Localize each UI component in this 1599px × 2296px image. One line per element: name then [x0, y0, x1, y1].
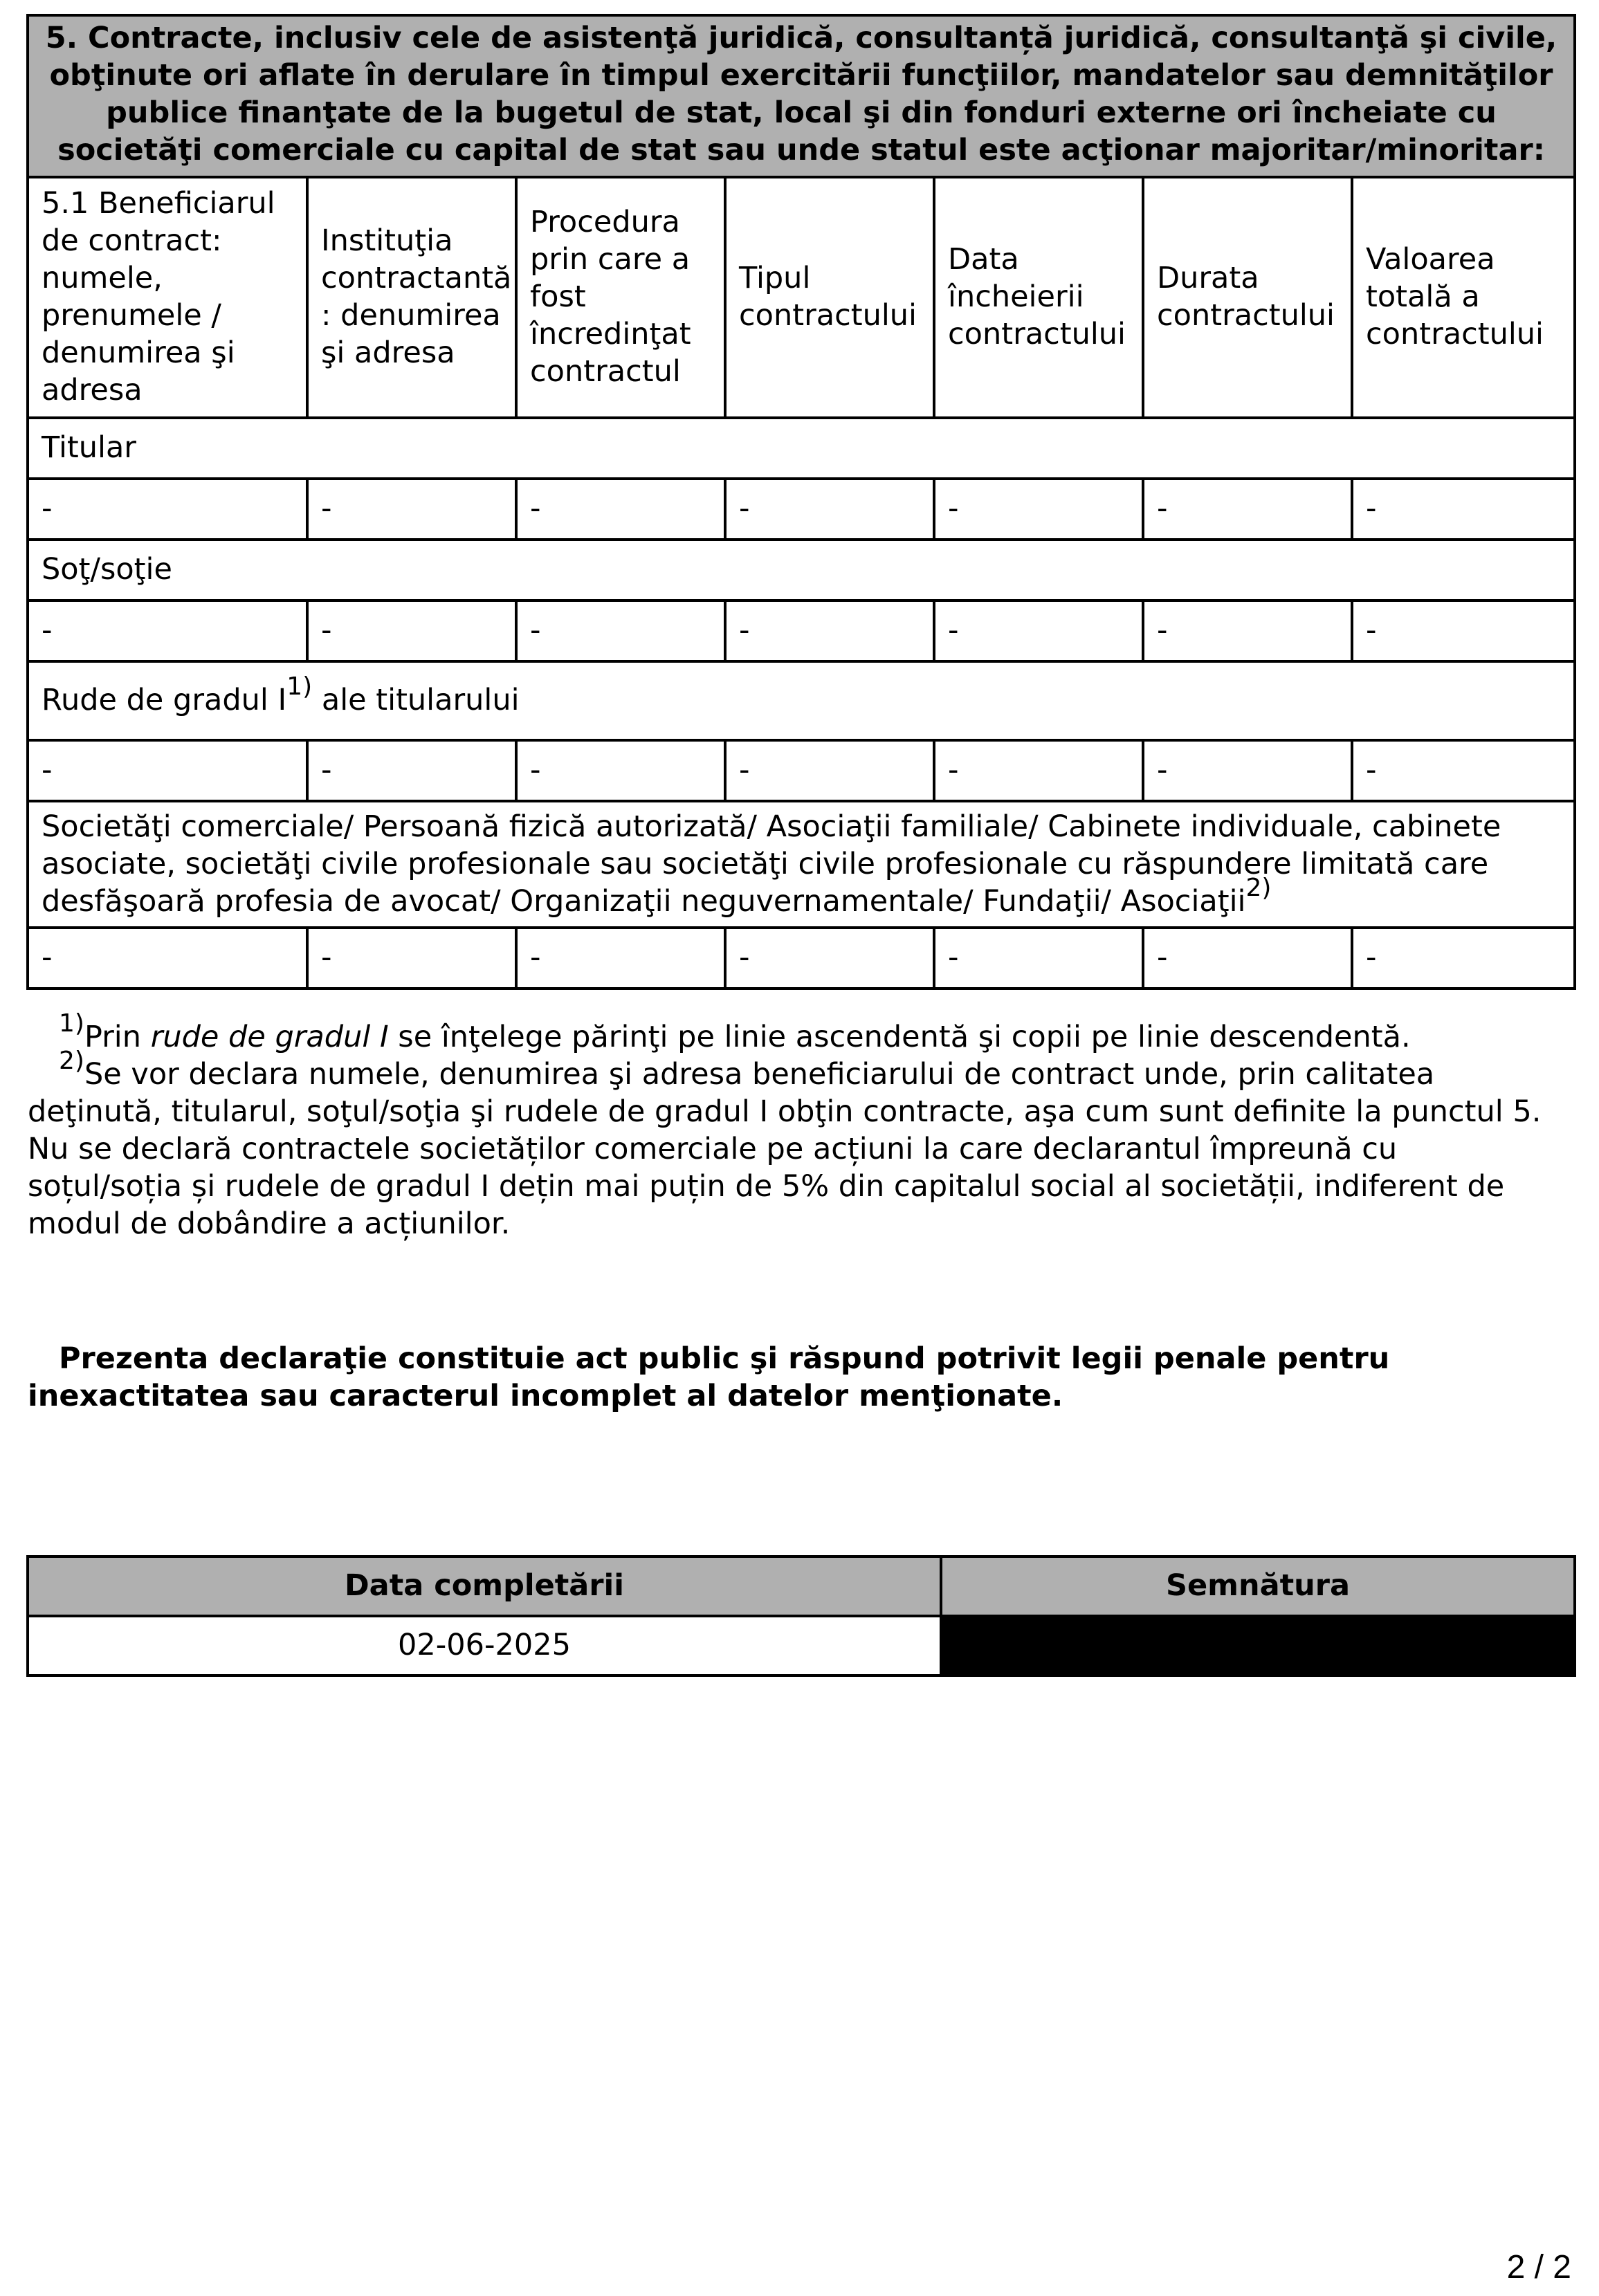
table-cell: - — [28, 600, 307, 661]
group-row-companies — [28, 801, 1575, 928]
footnote-marker: 2) — [1245, 873, 1272, 902]
group-label: Soţ/soţie — [28, 540, 1575, 600]
table-cell: - — [1143, 740, 1352, 801]
table-cell: - — [725, 479, 934, 540]
declaration-statement: Prezenta declaraţie constituie act public şi răspund potrivit legii penale pentru inexactitatea sau caracterul incomplet al datelor menţionate. — [28, 1341, 1390, 1413]
table-cell: - — [28, 740, 307, 801]
table-cell: - — [725, 928, 934, 989]
group-row-spouse — [28, 540, 1575, 600]
signature-table — [26, 1555, 1576, 1677]
column-header-beneficiary: 5.1 Beneficiarul de contract: numele, prenumele / denumirea şi adresa — [28, 177, 307, 418]
table-cell: - — [307, 479, 516, 540]
footnotes — [28, 1009, 1550, 1242]
column-header-procedure: Procedura prin care a fost încredinţat contractul — [516, 177, 725, 418]
signature-header: Semnătura — [941, 1556, 1575, 1616]
table-cell: - — [1143, 600, 1352, 661]
table-cell: - — [1352, 740, 1575, 801]
group-label-cell — [28, 801, 1575, 928]
column-header-date: Data încheierii contractului — [934, 177, 1143, 418]
column-header-duration: Durata contractului — [1143, 177, 1352, 418]
footnote-marker: 1) — [286, 672, 313, 701]
group-label: Titular — [28, 418, 1575, 479]
footnote-text: Se vor declara numele, denumirea şi adresa beneficiarului de contract unde, prin calitatea deţinută, titularul, soţul/soţia şi rudele de gradul I obţin contracte, aşa cum sunt definite la punctul 5. Nu se declară contractele societăților comerciale pe acțiuni la care declarantul împreună cu soțul/soția și rudele de gradul I dețin mai puțin de 5% din capitalul social al societății, indiferent de modul de dobândire a acțiunilor. — [28, 1057, 1542, 1241]
footnote-marker: 1) — [59, 1009, 84, 1038]
table-cell: - — [28, 928, 307, 989]
table-cell: - — [307, 928, 516, 989]
column-header-institution: Instituţia contractantă : denumirea şi adresa — [307, 177, 516, 418]
table-cell: - — [1143, 928, 1352, 989]
table-cell: - — [516, 479, 725, 540]
table-cell: - — [516, 600, 725, 661]
table-row — [28, 479, 1575, 540]
column-header-type: Tipul contractului — [725, 177, 934, 418]
footnote-2 — [28, 1047, 1550, 1242]
footnote-1 — [28, 1009, 1550, 1056]
page-number: 2 / 2 — [1506, 2249, 1571, 2286]
footnote-text: Prin — [84, 1020, 151, 1054]
table-cell: - — [725, 600, 934, 661]
column-headers — [28, 177, 1575, 418]
footnote-italic: rude de gradul I — [150, 1020, 389, 1054]
column-header-value: Valoarea totală a contractului — [1352, 177, 1575, 418]
redacted-signature — [941, 1616, 1575, 1675]
table-cell: - — [725, 740, 934, 801]
table-cell: - — [1352, 479, 1575, 540]
group-label: Societăţi comerciale/ Persoană fizică autorizată/ Asociaţii familiale/ Cabinete individuale, cabinete asociate, societăţi civile profesionale sau societăţi civile profesionale cu răspundere limitată care desfăşoară profesia de avocat/ Organizaţii neguvernamentale/ Fundaţii/ Asociaţii — [42, 809, 1501, 919]
table-cell: - — [934, 600, 1143, 661]
table-cell: - — [307, 600, 516, 661]
table-cell: - — [28, 479, 307, 540]
table-cell: - — [934, 928, 1143, 989]
table-cell: - — [1352, 600, 1575, 661]
date-header: Data completării — [28, 1556, 941, 1616]
table-row — [28, 740, 1575, 801]
table-cell: - — [516, 740, 725, 801]
table-cell: - — [516, 928, 725, 989]
group-label: Rude de gradul I — [42, 683, 287, 717]
group-label-suffix: ale titularului — [312, 683, 520, 717]
footnote-marker: 2) — [59, 1047, 84, 1075]
group-row-relatives — [28, 661, 1575, 740]
footnote-text: se înţelege părinţi pe linie ascendentă şi copii pe linie descendentă. — [388, 1020, 1411, 1054]
contracts-table — [26, 14, 1576, 990]
table-cell: - — [934, 740, 1143, 801]
table-cell: - — [1352, 928, 1575, 989]
table-cell: - — [934, 479, 1143, 540]
table-cell: - — [307, 740, 516, 801]
table-cell: - — [1143, 479, 1352, 540]
group-label-cell — [28, 661, 1575, 740]
section-title: 5. Contracte, inclusiv cele de asistenţă juridică, consultanță juridică, consultanţă şi civile, obţinute ori aflate în derulare în timpul exercitării funcţiilor, mandatelor sau demnităţilor publice finanţate de la bugetul de stat, local şi din fonduri externe ori încheiate cu societăţi comerciale cu capital de stat sau unde statul este acţionar majoritar/minoritar: — [28, 15, 1575, 177]
date-value: 02-06-2025 — [28, 1616, 941, 1675]
table-row — [28, 928, 1575, 989]
group-row-titular — [28, 418, 1575, 479]
table-row — [28, 600, 1575, 661]
